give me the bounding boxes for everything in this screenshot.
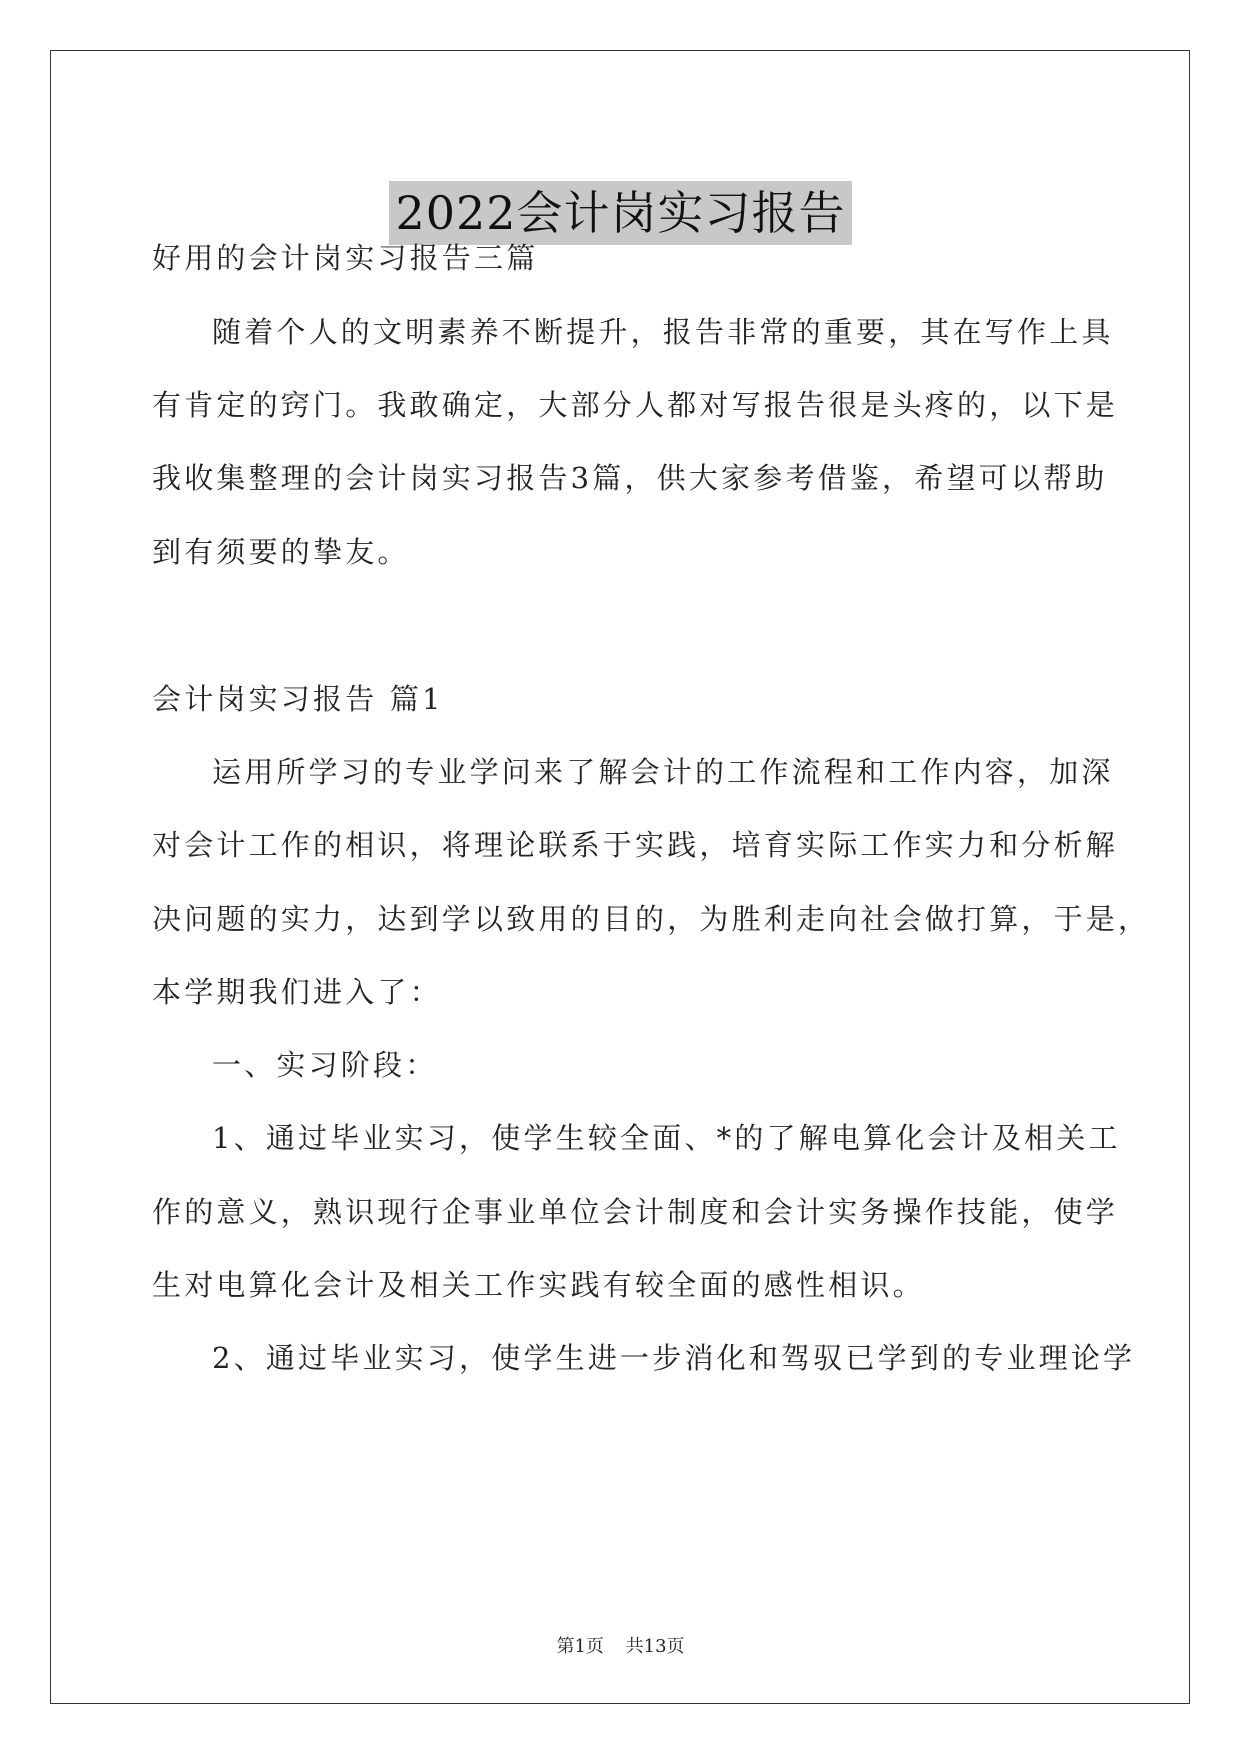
paragraph-line: 2、通过毕业实习，使学生进一步消化和驾驭已学到的专业理论学 bbox=[212, 1341, 1136, 1375]
section-heading: 会计岗实习报告 篇1 bbox=[152, 682, 444, 716]
paragraph-line: 运用所学习的专业学问来了解会计的工作流程和工作内容，加深 bbox=[212, 755, 1114, 789]
paragraph-line: 本学期我们进入了： bbox=[152, 975, 442, 1009]
paragraph-line: 到有须要的挚友。 bbox=[152, 535, 410, 569]
page-number: 第1页 bbox=[556, 1636, 604, 1657]
paragraph-line: 对会计工作的相识，将理论联系于实践，培育实际工作实力和分析解 bbox=[152, 828, 1119, 862]
paragraph-line: 决问题的实力，达到学以致用的目的，为胜利走向社会做打算，于是， bbox=[152, 902, 1151, 936]
paragraph-line: 有肯定的窍门。我敢确定，大部分人都对写报告很是头疼的，以下是 bbox=[152, 388, 1119, 422]
page-border bbox=[50, 50, 1190, 1704]
page-footer bbox=[0, 1632, 1241, 1658]
list-heading: 一、实习阶段： bbox=[212, 1048, 438, 1082]
paragraph-line: 随着个人的文明素养不断提升，报告非常的重要，其在写作上具 bbox=[212, 315, 1114, 349]
subtitle-line: 好用的会计岗实习报告三篇 bbox=[152, 241, 539, 275]
paragraph-line: 作的意义，熟识现行企事业单位会计制度和会计实务操作技能，使学 bbox=[152, 1195, 1119, 1229]
paragraph-line: 1、通过毕业实习，使学生较全面、*的了解电算化会计及相关工 bbox=[212, 1121, 1121, 1155]
paragraph-line: 我收集整理的会计岗实习报告3篇，供大家参考借鉴，希望可以帮助 bbox=[152, 461, 1108, 495]
page-total: 共13页 bbox=[625, 1636, 685, 1657]
document-title: 2022会计岗实习报告 bbox=[389, 181, 851, 245]
paragraph-line: 生对电算化会计及相关工作实践有较全面的感性相识。 bbox=[152, 1268, 925, 1302]
